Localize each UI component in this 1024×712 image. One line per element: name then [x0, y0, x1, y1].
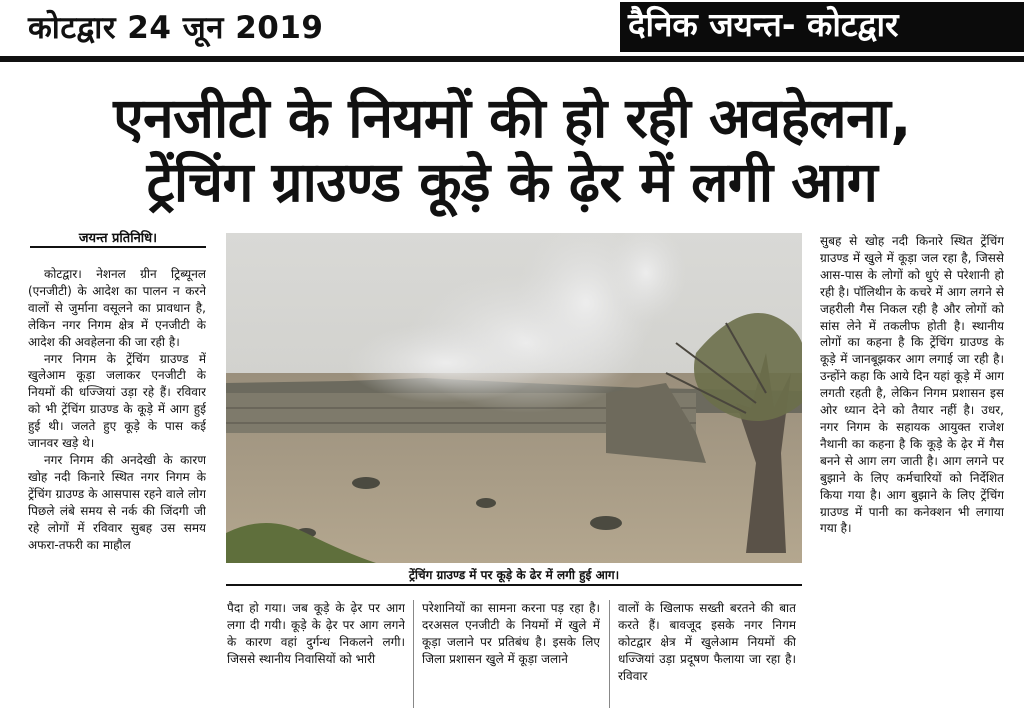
masthead: दैनिक जयन्त- कोटद्वार — [620, 2, 1024, 52]
headline-line-2: ट्रेंचिंग ग्राउण्ड कूड़े के ढ़ेर में लगी आग — [146, 150, 878, 214]
column-divider — [413, 600, 414, 708]
masthead-rule — [0, 56, 1024, 62]
caption-rule — [226, 584, 802, 586]
column-divider — [609, 600, 610, 708]
article-column-2 — [227, 600, 405, 708]
right-column-text: सुबह से खोह नदी किनारे स्थित ट्रेंचिंग ग्राउण्ड में खुले में कूड़ा जल रहा है, जिससे आस-पास के लोगों को धुएं से परेशानी हो रही है। पॉलिथीन के कचरे में आग लगने से जहरीली गैस निकल रही है और लोगों को सांस लेने में तकलीफ होती है। स्थानीय लोगों का कहना है कि ट्रेंचिंग ग्राउण्ड के कूड़े में जानबूझकर आग लगाई जा रही है। उन्होंने कहा कि आये दिन यहां कूड़े में आग लगती रहती है, लेकिन निगम प्रशासन इस ओर ध्यान देने को तैयार नहीं है। उधर, नगर निगम के सहायक आयुक्त राजेश नैथानी का कहना है कि कूड़े के ढ़ेर में गैस बनने से आग लग जाती है। आग लगने पर बुझाने के लिए कर्मचारियों को निर्देशित किया गया है। आग बुझाने के लिए ट्रेंचिंग ग्राउण्ड में पानी का कनेक्शन भी लगाया गया है। — [820, 234, 1004, 536]
article-column-1 — [28, 266, 206, 706]
column-3-text: परेशानियों का सामना करना पड़ रहा है। दरअसल एनजीटी के नियमों में खुले में कूड़ा जलाने पर प्रतिबंध है। इसके लिए जिला प्रशासन खुले में कूड़ा जलाने — [422, 601, 600, 666]
column-4-text: वालों के खिलाफ सख्ती बरतने की बात करते हैं। बावजूद इसके नगर निगम कोटद्वार क्षेत्र में खुलेआम नियमों की धज्जियां उड़ा प्रदूषण फैलाया जा रहा है। रविवार — [618, 601, 796, 683]
paragraph-1: कोटद्वार। नेशनल ग्रीन ट्रिब्यूनल (एनजीटी) के आदेश का पालन न करने वालों से जुर्माना वसूलने का प्रावधान है, लेकिन नगर निगम क्षेत्र में एनजीटी के आदेश की अवहेलना की जा रही है। — [28, 267, 206, 349]
news-photo — [226, 233, 802, 563]
paragraph-3: नगर निगम की अनदेखी के कारण खोह नदी किनारे स्थित नगर निगम के ट्रेंचिंग ग्राउण्ड के आसपास रहने वाले लोग पिछले लंबे समय से नर्क की जिंदगी जी रहे लोगों में रविवार सुबह उस समय अफरा-तफरी का माहौल — [28, 452, 206, 552]
article-column-right — [820, 233, 1004, 703]
dateline: कोटद्वार 24 जून 2019 — [28, 10, 324, 46]
headline-line-1: एनजीटी के नियमों की हो रही अवहेलना, — [113, 86, 911, 150]
byline-rule — [30, 246, 206, 248]
article-column-3 — [422, 600, 600, 708]
paragraph-2: नगर निगम के ट्रेंचिंग ग्राउण्ड में खुलेआम कूड़ा जलाकर एनजीटी के नियमों की धज्जियां उड़ा रहे हैं। रविवार को भी ट्रेंचिंग ग्राउण्ड के कूड़े में आग हुई हुई थी। जलते हुए कूड़े के पास कई जानवर खड़े थे। — [28, 351, 206, 451]
column-2-text: पैदा हो गया। जब कूड़े के ढ़ेर पर आग लगा दी गयी। कूड़े के ढ़ेर पर आग लगने के कारण वहां दुर्गन्ध निकलने लगी। जिससे स्थानीय निवासियों को भारी — [227, 601, 405, 666]
article-column-4 — [618, 600, 796, 708]
photo-caption: ट्रेंचिंग ग्राउण्ड में पर कूड़े के ढेर में लगी हुई आग। — [408, 568, 620, 582]
byline: जयन्त प्रतिनिधि। — [78, 231, 158, 246]
